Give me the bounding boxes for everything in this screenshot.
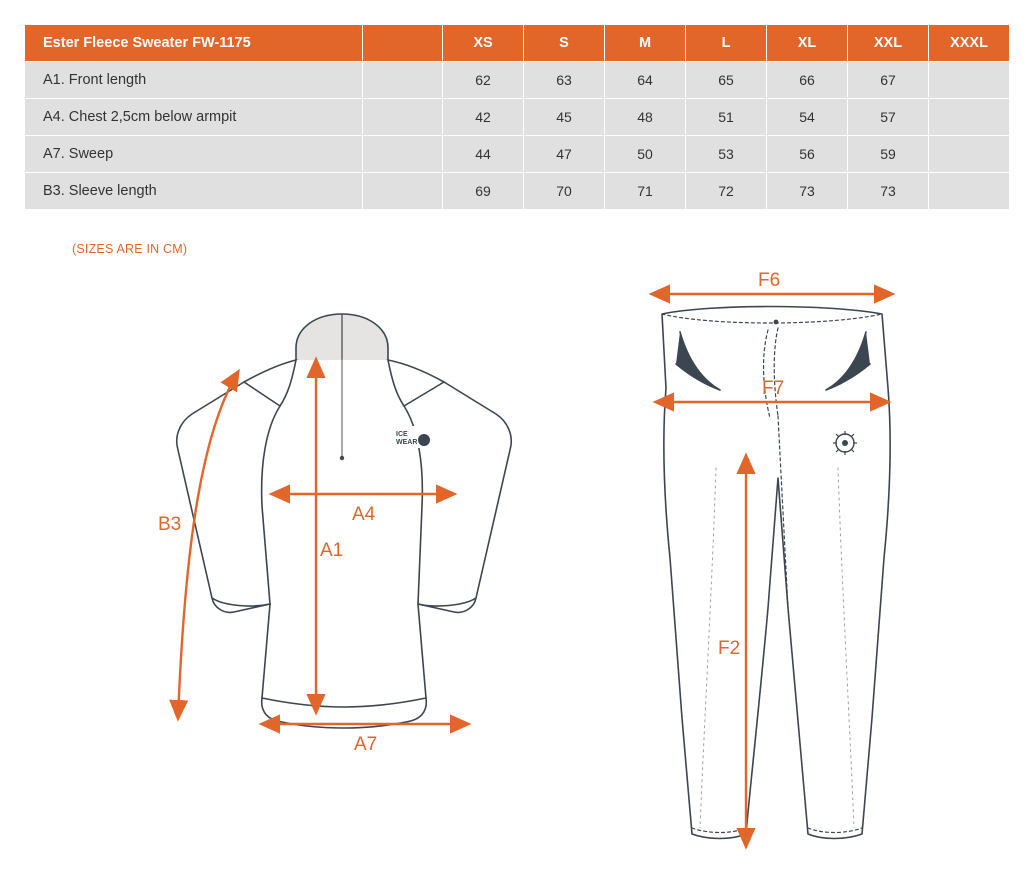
- cell-a7-s: 47: [524, 136, 605, 173]
- table-row: [25, 136, 1010, 173]
- table-row: [25, 62, 1010, 99]
- row-label-b3: B3. Sleeve length: [25, 173, 363, 210]
- brand-label-line2: WEAR: [396, 439, 418, 446]
- cell-a1-xxxl: [929, 62, 1010, 99]
- measure-label-f7: F7: [762, 378, 785, 399]
- cell-a1-l: 65: [686, 62, 767, 99]
- table-row: [25, 99, 1010, 136]
- pants-figure: [600, 268, 960, 873]
- header-row: [25, 25, 1010, 62]
- waist-button-icon: [774, 320, 779, 325]
- cell-a7-xs: 44: [443, 136, 524, 173]
- cell-b3-xl: 73: [767, 173, 848, 210]
- header-size-xs: XS: [443, 25, 524, 62]
- cell-a1-s: 63: [524, 62, 605, 99]
- illustrations: [0, 268, 1034, 888]
- cell-a4-l: 51: [686, 99, 767, 136]
- measure-label-f6: F6: [758, 270, 781, 291]
- header-blank: [363, 25, 443, 62]
- header-size-xxxl: XXXL: [929, 25, 1010, 62]
- row-blank-a1: [363, 62, 443, 99]
- cell-b3-l: 72: [686, 173, 767, 210]
- sweater-figure: [120, 268, 560, 793]
- cell-a4-xxl: 57: [848, 99, 929, 136]
- sweater-body-outline: [177, 360, 511, 728]
- header-size-l: L: [686, 25, 767, 62]
- size-table-container: [24, 24, 1010, 210]
- cell-a7-xxxl: [929, 136, 1010, 173]
- measure-label-f2: F2: [718, 638, 741, 659]
- row-blank-a7: [363, 136, 443, 173]
- row-label-a1: A1. Front length: [25, 62, 363, 99]
- header-size-s: S: [524, 25, 605, 62]
- pants-brand-mark-icon: [833, 431, 857, 455]
- cell-a7-xxl: 59: [848, 136, 929, 173]
- cell-a1-m: 64: [605, 62, 686, 99]
- cell-a7-l: 53: [686, 136, 767, 173]
- cell-a7-xl: 56: [767, 136, 848, 173]
- sweater-diagram-svg: [120, 268, 560, 788]
- header-size-xl: XL: [767, 25, 848, 62]
- cell-b3-xs: 69: [443, 173, 524, 210]
- cell-a4-xl: 54: [767, 99, 848, 136]
- table-title: Ester Fleece Sweater FW-1175: [25, 25, 363, 62]
- units-note: (SIZES ARE IN CM): [72, 242, 188, 256]
- cell-a4-s: 45: [524, 99, 605, 136]
- header-size-xxl: XXL: [848, 25, 929, 62]
- row-label-a7: A7. Sweep: [25, 136, 363, 173]
- zipper-pull-icon: [340, 456, 344, 460]
- cell-a1-xxl: 67: [848, 62, 929, 99]
- cell-b3-s: 70: [524, 173, 605, 210]
- cell-a4-xs: 42: [443, 99, 524, 136]
- table-row: [25, 173, 1010, 210]
- cell-b3-xxxl: [929, 173, 1010, 210]
- cell-a4-xxxl: [929, 99, 1010, 136]
- brand-mark-icon: [418, 434, 430, 446]
- size-table: [24, 24, 1010, 210]
- measure-label-a7: A7: [354, 734, 378, 755]
- cell-a4-m: 48: [605, 99, 686, 136]
- measure-label-a4: A4: [352, 504, 376, 525]
- row-blank-a4: [363, 99, 443, 136]
- brand-logo: [392, 426, 430, 448]
- size-table-header: [25, 25, 1010, 62]
- measure-label-b3: B3: [158, 514, 182, 535]
- cell-b3-xxl: 73: [848, 173, 929, 210]
- cell-a1-xs: 62: [443, 62, 524, 99]
- row-label-a4: A4. Chest 2,5cm below armpit: [25, 99, 363, 136]
- measure-label-a1: A1: [320, 540, 344, 561]
- size-table-body: [25, 62, 1010, 210]
- cell-b3-m: 71: [605, 173, 686, 210]
- header-size-m: M: [605, 25, 686, 62]
- cell-a7-m: 50: [605, 136, 686, 173]
- brand-label-line1: ICE: [396, 431, 408, 438]
- row-blank-b3: [363, 173, 443, 210]
- pants-diagram-svg: [600, 268, 960, 868]
- cell-a1-xl: 66: [767, 62, 848, 99]
